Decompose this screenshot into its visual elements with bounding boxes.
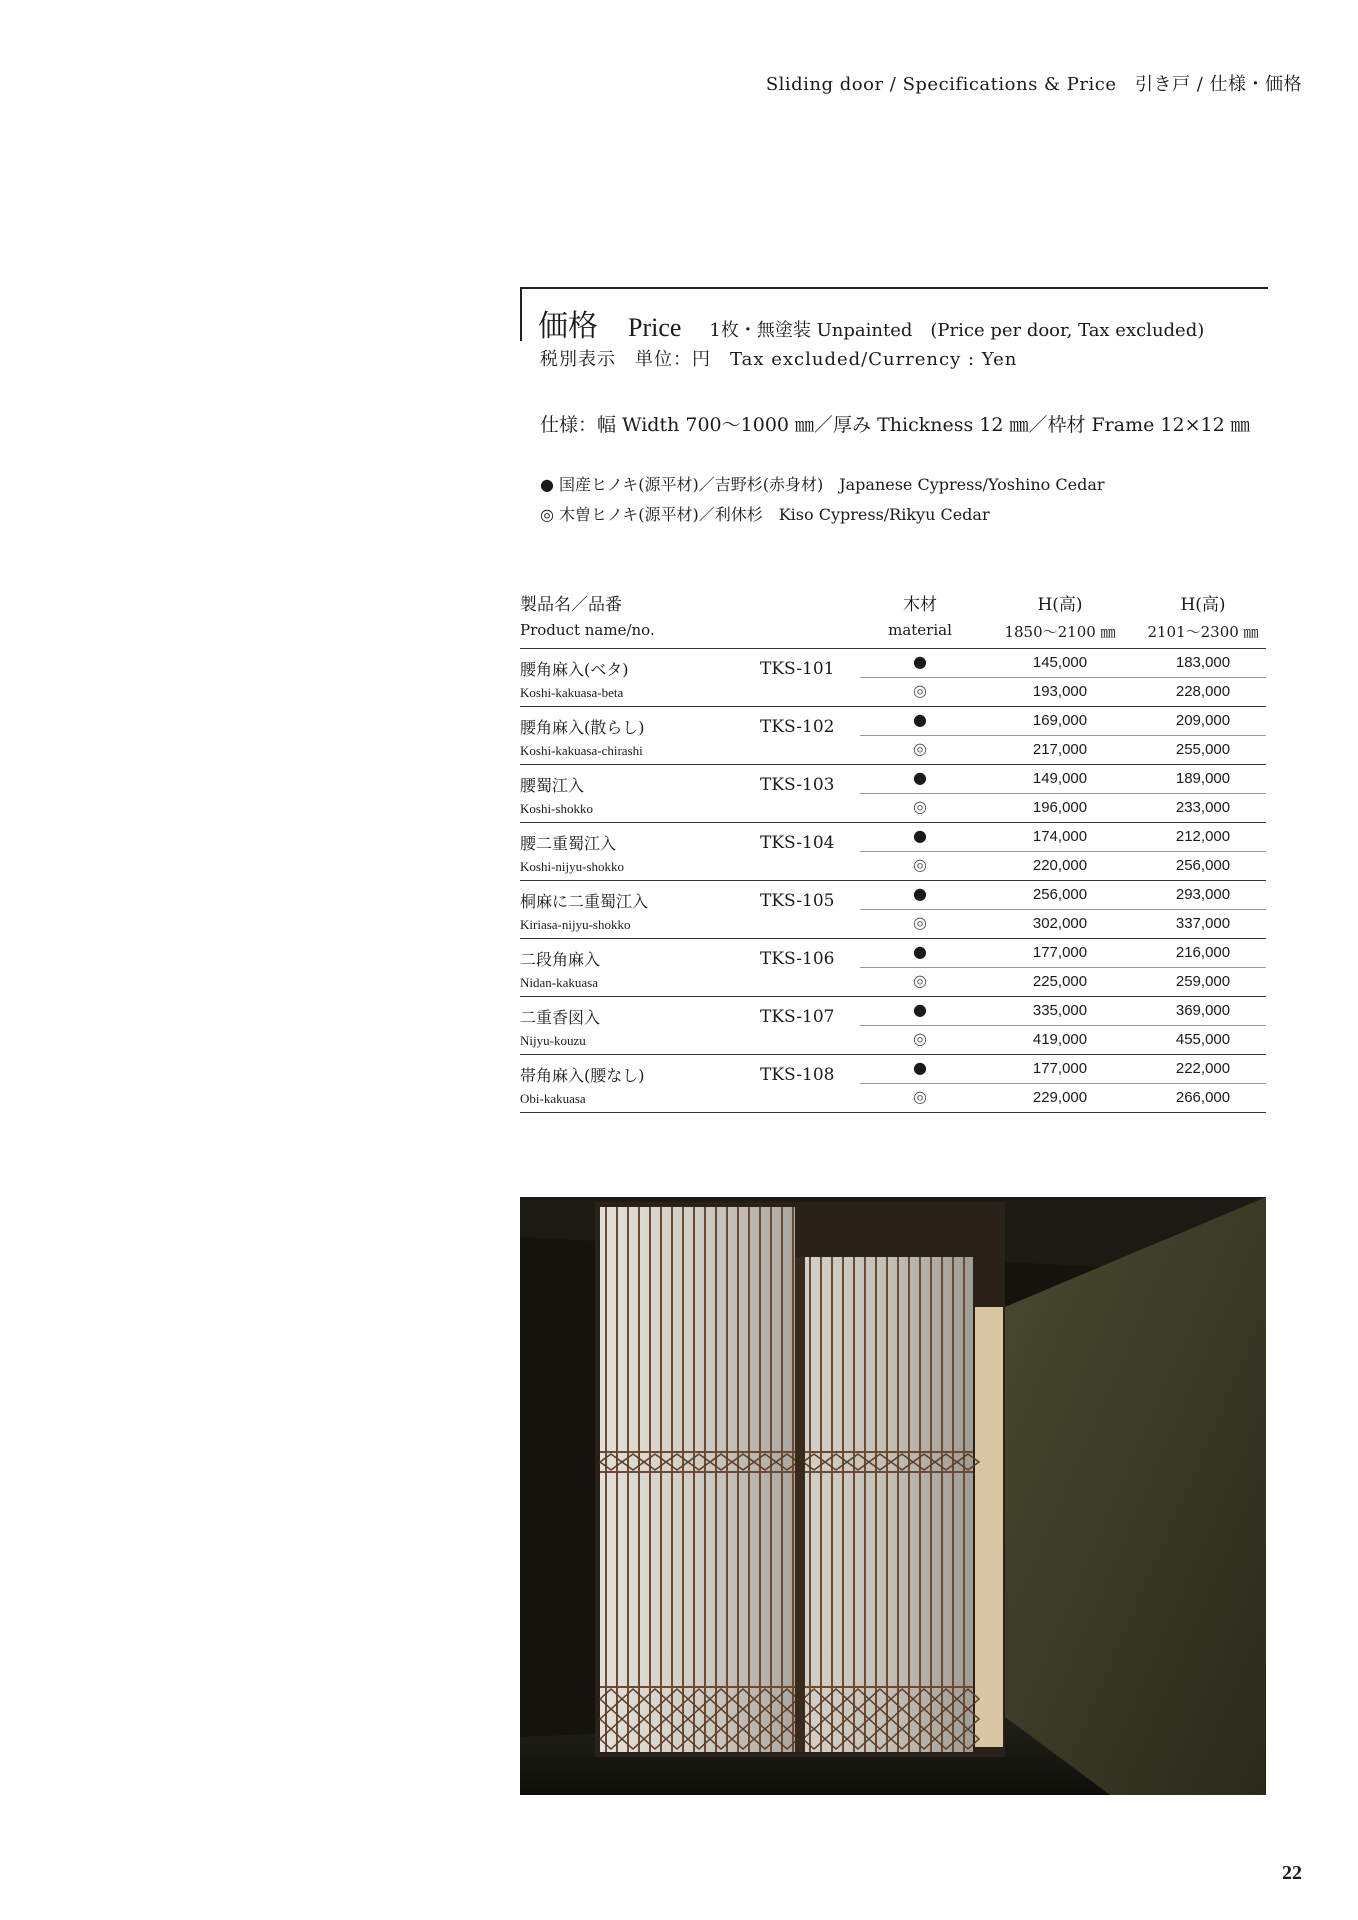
product-name-jp: 腰角麻入(ベタ) xyxy=(520,660,629,679)
price-row-standard xyxy=(860,765,1266,794)
price-row-premium xyxy=(860,852,1266,880)
price-row-standard xyxy=(860,707,1266,736)
header-product xyxy=(520,590,655,639)
price-row-premium xyxy=(860,736,1266,764)
product-code: TKS-108 xyxy=(760,1065,835,1085)
page-header: Sliding door / Specifications & Price 引き戸 / 仕様・価格 xyxy=(765,74,1302,95)
price-h1: 217,000 xyxy=(1032,741,1088,758)
table-row xyxy=(520,649,1266,707)
price-row-premium xyxy=(860,794,1266,822)
product-name-en: Koshi-shokko xyxy=(520,801,593,816)
product-name xyxy=(520,715,645,759)
header-h2-jp: H(高) xyxy=(1180,595,1226,615)
material-mark-solid: ● xyxy=(913,652,927,671)
table-row xyxy=(520,997,1266,1055)
price-row-standard xyxy=(860,881,1266,910)
header-h1-jp: H(高) xyxy=(1037,595,1083,615)
header-material-jp: 木材 xyxy=(903,595,937,615)
product-code: TKS-106 xyxy=(760,949,835,969)
material-mark-solid: ● xyxy=(913,826,927,845)
product-name xyxy=(520,831,624,875)
product-name xyxy=(520,1063,645,1107)
price-h2: 216,000 xyxy=(1175,944,1231,961)
price-h1: 177,000 xyxy=(1032,944,1088,961)
tax-line: 税別表示 単位：円 Tax excluded/Currency : Yen xyxy=(540,349,1018,370)
table-header xyxy=(520,588,1266,649)
price-h1: 145,000 xyxy=(1032,654,1088,671)
table-row xyxy=(520,765,1266,823)
product-name-en: Obi-kakuasa xyxy=(520,1091,586,1106)
price-h1: 169,000 xyxy=(1032,712,1088,729)
price-h1: 196,000 xyxy=(1032,799,1088,816)
product-name xyxy=(520,1005,600,1049)
product-code: TKS-102 xyxy=(760,717,835,737)
price-row-premium xyxy=(860,1026,1266,1054)
product-name-jp: 二段角麻入 xyxy=(520,950,601,969)
table-row xyxy=(520,939,1266,997)
price-h1: 149,000 xyxy=(1032,770,1088,787)
material-mark-double: ◎ xyxy=(913,855,927,874)
material-mark-solid: ● xyxy=(913,1000,927,1019)
material-mark-double: ◎ xyxy=(913,1029,927,1048)
price-row-premium xyxy=(860,910,1266,938)
price-row-standard xyxy=(860,939,1266,968)
spec-line: 仕様：幅 Width 700〜1000 ㎜／厚み Thickness 12 ㎜／枠材 Frame 12×12 ㎜ xyxy=(540,414,1250,436)
photo-illustration xyxy=(520,1197,1266,1795)
header-height-1 xyxy=(980,590,1140,642)
product-code: TKS-103 xyxy=(760,775,835,795)
product-name-en: Nidan-kakuasa xyxy=(520,975,598,990)
header-h1-en: 1850〜2100 ㎜ xyxy=(1004,623,1116,641)
price-h2: 266,000 xyxy=(1175,1089,1231,1106)
material-mark-double: ◎ xyxy=(913,739,927,758)
price-h2: 183,000 xyxy=(1175,654,1231,671)
product-name-jp: 腰二重蜀江入 xyxy=(520,834,617,853)
table-row xyxy=(520,1055,1266,1113)
material-mark-double: ◎ xyxy=(913,971,927,990)
price-row-standard xyxy=(860,649,1266,678)
price-h2: 222,000 xyxy=(1175,1060,1231,1077)
product-code: TKS-105 xyxy=(760,891,835,911)
header-material xyxy=(860,590,980,639)
table-row xyxy=(520,881,1266,939)
product-name-jp: 腰角麻入(散らし) xyxy=(520,718,645,737)
material-mark-double: ◎ xyxy=(913,681,927,700)
price-h2: 228,000 xyxy=(1175,683,1231,700)
price-h1: 256,000 xyxy=(1032,886,1088,903)
price-title-jp: 価格 xyxy=(538,309,598,344)
price-h2: 212,000 xyxy=(1175,828,1231,845)
price-row-premium xyxy=(860,1084,1266,1112)
legend-solid: ● 国産ヒノキ(源平材)／吉野杉(赤身材) Japanese Cypress/Yoshino Cedar xyxy=(540,475,1105,494)
price-h2: 259,000 xyxy=(1175,973,1231,990)
price-h2: 209,000 xyxy=(1175,712,1231,729)
price-h2: 189,000 xyxy=(1175,770,1231,787)
material-mark-solid: ● xyxy=(913,1058,927,1077)
material-mark-double: ◎ xyxy=(913,913,927,932)
price-h2: 337,000 xyxy=(1175,915,1231,932)
table-row xyxy=(520,823,1266,881)
price-title xyxy=(538,301,1204,345)
price-h1: 229,000 xyxy=(1032,1089,1088,1106)
material-mark-double: ◎ xyxy=(913,1087,927,1106)
price-h2: 293,000 xyxy=(1175,886,1231,903)
material-mark-solid: ● xyxy=(913,942,927,961)
header-product-jp: 製品名／品番 xyxy=(520,595,622,615)
product-name xyxy=(520,773,593,817)
table-row xyxy=(520,707,1266,765)
price-h2: 369,000 xyxy=(1175,1002,1231,1019)
product-name-jp: 腰蜀江入 xyxy=(520,776,585,795)
header-height-2 xyxy=(1140,590,1266,642)
product-code: TKS-101 xyxy=(760,659,835,679)
price-h2: 255,000 xyxy=(1175,741,1231,758)
price-note: 1枚・無塗装 Unpainted (Price per door, Tax excluded) xyxy=(709,320,1205,341)
product-code: TKS-104 xyxy=(760,833,835,853)
price-row-premium xyxy=(860,678,1266,706)
header-product-en: Product name/no. xyxy=(520,621,655,639)
price-row-standard xyxy=(860,1055,1266,1084)
product-name-jp: 帯角麻入(腰なし) xyxy=(520,1066,645,1085)
price-h1: 220,000 xyxy=(1032,857,1088,874)
header-h2-en: 2101〜2300 ㎜ xyxy=(1147,623,1259,641)
sliding-door-photo xyxy=(520,1197,1266,1795)
price-heading-box xyxy=(520,287,1268,344)
product-name xyxy=(520,889,648,933)
product-name-en: Koshi-kakuasa-beta xyxy=(520,685,624,700)
material-mark-double: ◎ xyxy=(913,797,927,816)
product-name-en: Koshi-kakuasa-chirashi xyxy=(520,743,643,758)
price-h1: 419,000 xyxy=(1032,1031,1088,1048)
price-h2: 455,000 xyxy=(1175,1031,1231,1048)
price-row-premium xyxy=(860,968,1266,996)
product-name-en: Nijyu-kouzu xyxy=(520,1033,586,1048)
product-code: TKS-107 xyxy=(760,1007,835,1027)
price-row-standard xyxy=(860,997,1266,1026)
price-table xyxy=(520,588,1266,1113)
price-h1: 225,000 xyxy=(1032,973,1088,990)
price-h1: 335,000 xyxy=(1032,1002,1088,1019)
material-mark-solid: ● xyxy=(913,710,927,729)
product-name-jp: 二重香図入 xyxy=(520,1008,601,1027)
header-material-en: material xyxy=(888,621,952,639)
product-name-jp: 桐麻に二重蜀江入 xyxy=(520,892,649,911)
price-h1: 302,000 xyxy=(1032,915,1088,932)
product-name-en: Kiriasa-nijyu-shokko xyxy=(520,917,631,932)
price-h1: 193,000 xyxy=(1032,683,1088,700)
material-mark-solid: ● xyxy=(913,884,927,903)
material-mark-solid: ● xyxy=(913,768,927,787)
legend-double: ◎ 木曽ヒノキ(源平材)／利休杉 Kiso Cypress/Rikyu Cedar xyxy=(540,505,990,524)
price-h1: 177,000 xyxy=(1032,1060,1088,1077)
product-name xyxy=(520,657,629,701)
price-title-en: Price xyxy=(628,313,682,342)
product-name-en: Koshi-nijyu-shokko xyxy=(520,859,624,874)
price-row-standard xyxy=(860,823,1266,852)
price-h2: 233,000 xyxy=(1175,799,1231,816)
table-body xyxy=(520,649,1266,1113)
product-name xyxy=(520,947,600,991)
price-h2: 256,000 xyxy=(1175,857,1231,874)
price-h1: 174,000 xyxy=(1032,828,1088,845)
page-number: 22 xyxy=(1282,1862,1302,1884)
